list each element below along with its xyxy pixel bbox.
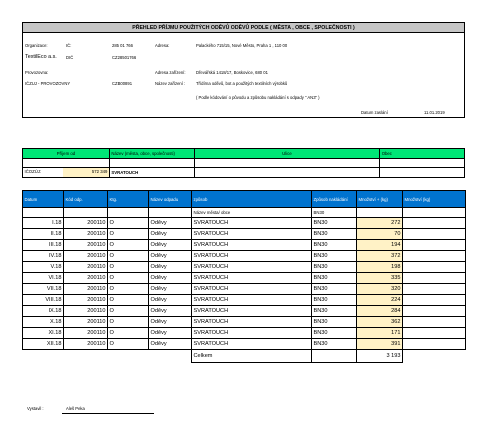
col-zpusob-nakladani: Způsob nakládání bbox=[312, 191, 357, 208]
table-row bbox=[23, 328, 466, 339]
source-name: SVRATOUCH bbox=[109, 168, 194, 178]
cell-date: XII.18 bbox=[23, 339, 64, 350]
cell-method: BN30 bbox=[312, 273, 357, 284]
waste-table bbox=[22, 190, 466, 363]
cell-ktg: O bbox=[108, 218, 149, 229]
cell-ktg: O bbox=[108, 262, 149, 273]
cell-place: SVRATOUCH bbox=[192, 218, 312, 229]
nazev-zarizeni-label: Název zařízení : bbox=[155, 81, 186, 86]
cell-name: Oděvy bbox=[149, 251, 192, 262]
ic-value: 285 01 766 bbox=[112, 43, 133, 48]
datum-label: Datum zaslání bbox=[361, 110, 388, 115]
cell-qty: 284 bbox=[357, 306, 403, 317]
cell-ktg: O bbox=[108, 339, 149, 350]
iczuj-value: CZB00891 bbox=[112, 81, 133, 86]
header-prijem-od: Příjem od bbox=[23, 149, 110, 159]
header-ulice: Ulice bbox=[194, 149, 379, 159]
waste-rows bbox=[23, 218, 466, 350]
vystavil-label: Vystavil : bbox=[27, 406, 44, 411]
cell-date: VI.18 bbox=[23, 273, 64, 284]
source-table bbox=[22, 148, 465, 178]
cell-date: V.18 bbox=[23, 262, 64, 273]
total-row bbox=[23, 350, 466, 363]
cell-qty: 320 bbox=[357, 284, 403, 295]
adresa-zarizeni-label: Adresa zařízení: bbox=[155, 70, 186, 75]
cell-name: Oděvy bbox=[149, 240, 192, 251]
cell-qty: 272 bbox=[357, 218, 403, 229]
cell-place: SVRATOUCH bbox=[192, 284, 312, 295]
cell-method: BN30 bbox=[312, 284, 357, 295]
cell-method: BN30 bbox=[312, 240, 357, 251]
cell-method: BN30 bbox=[312, 262, 357, 273]
cell-code: 200110 bbox=[64, 284, 108, 295]
cell-place: SVRATOUCH bbox=[192, 317, 312, 328]
cell-ktg: O bbox=[108, 306, 149, 317]
cell-code: 200110 bbox=[64, 317, 108, 328]
cell-code: 200110 bbox=[64, 240, 108, 251]
cell-qty: 362 bbox=[357, 317, 403, 328]
cell-place: SVRATOUCH bbox=[192, 262, 312, 273]
total-value: 3 193 bbox=[357, 350, 403, 363]
source-data-row bbox=[23, 168, 465, 178]
nazev-zarizeni-value: Třídírna oděvů, bot a použitých textilních výrobků bbox=[196, 81, 288, 86]
cell-code: 200110 bbox=[64, 328, 108, 339]
table-row bbox=[23, 295, 466, 306]
cell-method: BN30 bbox=[312, 229, 357, 240]
header-obec: Obec bbox=[380, 149, 465, 159]
adresa-zarizeni-value: Dřevářská 1418/17, Boskovice, 680 01 bbox=[196, 70, 268, 75]
cell-code: 200110 bbox=[64, 262, 108, 273]
cell-name: Oděvy bbox=[149, 339, 192, 350]
report-title: PŘEHLED PŘÍJMU POUŽITÝCH ODĚVŮ ODĚVŮ PODLE ( MĚSTA , OBCE , SPOLEČNOSTI ) bbox=[23, 23, 464, 33]
cell-method: BN30 bbox=[312, 218, 357, 229]
cell-method: BN30 bbox=[312, 251, 357, 262]
datum-value: 11.01.2019 bbox=[424, 110, 445, 115]
col-ktg: Ktg. bbox=[108, 191, 149, 208]
cell-ktg: O bbox=[108, 328, 149, 339]
cell-code: 200110 bbox=[64, 273, 108, 284]
table-row bbox=[23, 218, 466, 229]
provozovna-label: Provozovna: bbox=[25, 70, 49, 75]
table-row bbox=[23, 229, 466, 240]
cell-code: 200110 bbox=[64, 339, 108, 350]
cell-date: X.18 bbox=[23, 317, 64, 328]
cell-place: SVRATOUCH bbox=[192, 339, 312, 350]
cell-code: 200110 bbox=[64, 229, 108, 240]
table-row bbox=[23, 306, 466, 317]
cell-place: SVRATOUCH bbox=[192, 251, 312, 262]
waste-sub-header-row bbox=[23, 208, 466, 218]
col-mnozstvi: Množství (kg) bbox=[403, 191, 466, 208]
table-row bbox=[23, 240, 466, 251]
cell-qty: 224 bbox=[357, 295, 403, 306]
cell-method: BN30 bbox=[312, 295, 357, 306]
cell-place: SVRATOUCH bbox=[192, 240, 312, 251]
ic-label: IČ: bbox=[66, 43, 72, 48]
cell-date: I.18 bbox=[23, 218, 64, 229]
cell-method: BN30 bbox=[312, 339, 357, 350]
cell-code: 200110 bbox=[64, 251, 108, 262]
col-zpusob: způsob bbox=[192, 191, 312, 208]
table-row bbox=[23, 317, 466, 328]
iczuj-row-label: IČOZÚJ: bbox=[24, 169, 42, 174]
cell-code: 200110 bbox=[64, 306, 108, 317]
cell-qty: 194 bbox=[357, 240, 403, 251]
dic-label: DIČ bbox=[66, 55, 74, 60]
table-row bbox=[23, 262, 466, 273]
col-mnozstvi-plus: Množství + (kg) bbox=[357, 191, 403, 208]
total-label: Celkem bbox=[192, 350, 312, 363]
cell-name: Oděvy bbox=[149, 229, 192, 240]
cell-ktg: O bbox=[108, 273, 149, 284]
cell-method: BN30 bbox=[312, 306, 357, 317]
header-nazev: Název (města, obce, společnosti) bbox=[109, 149, 194, 159]
cell-name: Oděvy bbox=[149, 273, 192, 284]
col-kod: Kód odp. bbox=[64, 191, 108, 208]
sub-method-code: BN30 bbox=[312, 208, 357, 218]
cell-date: XI.18 bbox=[23, 328, 64, 339]
cell-name: Oděvy bbox=[149, 306, 192, 317]
cell-ktg: O bbox=[108, 229, 149, 240]
cell-name: Oděvy bbox=[149, 317, 192, 328]
cell-ktg: O bbox=[108, 284, 149, 295]
cell-name: Oděvy bbox=[149, 262, 192, 273]
cell-qty: 171 bbox=[357, 328, 403, 339]
cell-name: Oděvy bbox=[149, 295, 192, 306]
iczuj-row-code: 572 349 bbox=[63, 168, 109, 177]
table-row bbox=[23, 273, 466, 284]
cell-code: 200110 bbox=[64, 295, 108, 306]
cell-date: IV.18 bbox=[23, 251, 64, 262]
dic-value: CZ28501766 bbox=[112, 55, 137, 60]
table-row bbox=[23, 251, 466, 262]
cell-date: II.18 bbox=[23, 229, 64, 240]
cell-date: VII.18 bbox=[23, 284, 64, 295]
waste-header-row bbox=[23, 191, 466, 208]
cell-qty: 372 bbox=[357, 251, 403, 262]
cell-name: Oděvy bbox=[149, 218, 192, 229]
cell-ktg: O bbox=[108, 295, 149, 306]
cell-qty: 70 bbox=[357, 229, 403, 240]
cell-name: Oděvy bbox=[149, 328, 192, 339]
cell-code: 200110 bbox=[64, 218, 108, 229]
cell-place: SVRATOUCH bbox=[192, 328, 312, 339]
cell-qty: 335 bbox=[357, 273, 403, 284]
org-label: Organizace: bbox=[25, 43, 48, 48]
cell-date: IX.18 bbox=[23, 306, 64, 317]
adresa-value: Palackého 715/15, Nové Město, Praha 1 , 110 00 bbox=[196, 43, 288, 48]
col-nazev-odpadu: Název odpadu bbox=[149, 191, 192, 208]
cell-ktg: O bbox=[108, 240, 149, 251]
cell-method: BN30 bbox=[312, 317, 357, 328]
cell-date: VIII.18 bbox=[23, 295, 64, 306]
cell-place: SVRATOUCH bbox=[192, 273, 312, 284]
col-datum: Datum bbox=[23, 191, 64, 208]
source-header-row bbox=[23, 149, 465, 159]
cell-name: Oděvy bbox=[149, 284, 192, 295]
iczuj-label: IČZUJ - PROVOZOVNY bbox=[25, 81, 71, 86]
cell-place: SVRATOUCH bbox=[192, 295, 312, 306]
cell-place: SVRATOUCH bbox=[192, 229, 312, 240]
cell-qty: 198 bbox=[357, 262, 403, 273]
adresa-label: Adresa: bbox=[155, 43, 170, 48]
table-row bbox=[23, 339, 466, 350]
cell-place: SVRATOUCH bbox=[192, 306, 312, 317]
source-empty-row bbox=[23, 158, 465, 168]
cell-ktg: O bbox=[108, 251, 149, 262]
coding-note: ( Podle kódování o původu a způsobu nakládání s odpady " AN3" ) bbox=[196, 95, 320, 100]
cell-qty: 391 bbox=[357, 339, 403, 350]
cell-method: BN30 bbox=[312, 328, 357, 339]
signature-line bbox=[62, 413, 154, 414]
cell-ktg: O bbox=[108, 317, 149, 328]
cell-date: III.18 bbox=[23, 240, 64, 251]
vystavil-value: Aleš Peka bbox=[66, 406, 85, 411]
table-row bbox=[23, 284, 466, 295]
company-name: TextilEco a.s. bbox=[25, 54, 57, 60]
sub-place-label: Název města/ obce bbox=[192, 208, 312, 218]
